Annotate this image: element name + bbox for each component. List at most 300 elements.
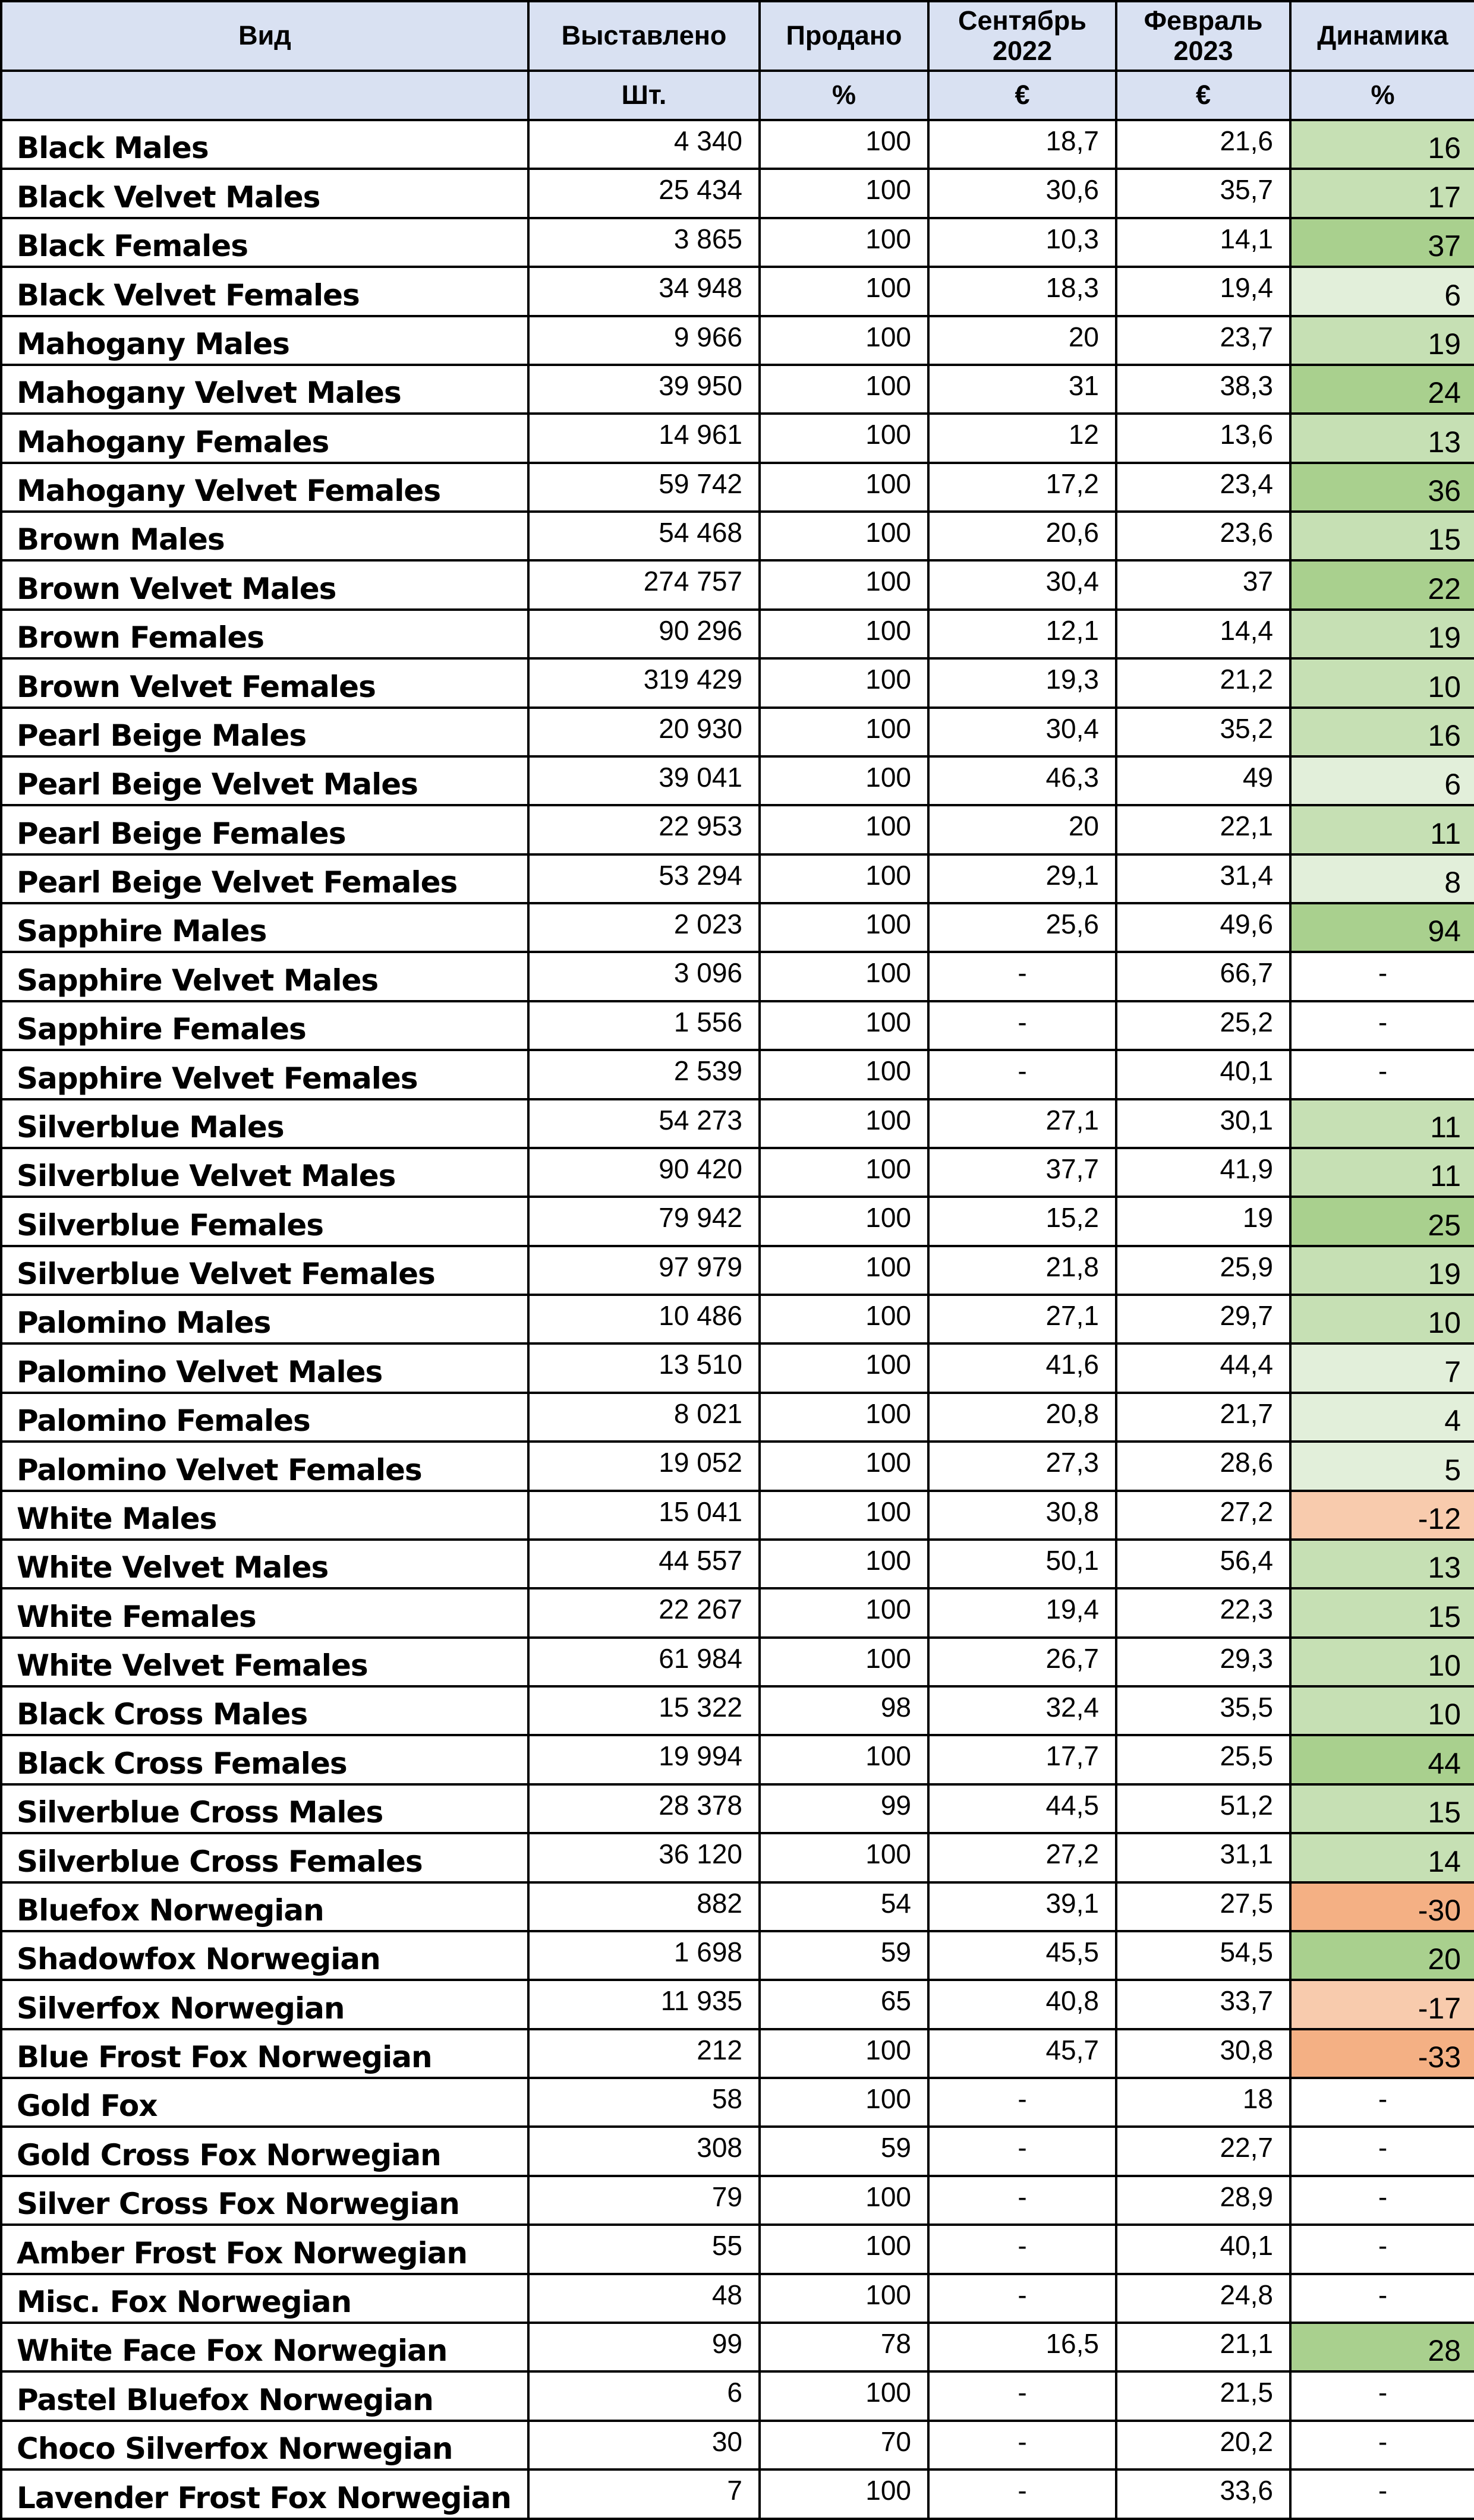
listed-cell: 54 273	[528, 1099, 760, 1148]
sold-cell: 100	[760, 1050, 928, 1099]
sold-cell: 100	[760, 169, 928, 217]
dynamics-cell: 20	[1290, 1931, 1474, 1980]
listed-cell: 25 434	[528, 169, 760, 217]
listed-cell: 13 510	[528, 1343, 760, 1392]
feb-price-cell: 31,4	[1116, 854, 1290, 903]
listed-cell: 9 966	[528, 316, 760, 365]
type-cell: Mahogany Velvet Males	[1, 365, 528, 414]
listed-cell: 19 994	[528, 1735, 760, 1784]
listed-cell: 20 930	[528, 708, 760, 756]
table-row	[1, 560, 1474, 609]
feb-price-cell: 28,6	[1116, 1442, 1290, 1490]
sold-cell: 100	[760, 365, 928, 414]
table-row	[1, 2176, 1474, 2225]
feb-price-cell: 25,5	[1116, 1735, 1290, 1784]
table-row	[1, 708, 1474, 756]
listed-cell: 22 953	[528, 805, 760, 854]
sold-cell: 100	[760, 756, 928, 805]
header-row	[1, 1, 1474, 71]
dynamics-cell: 28	[1290, 2323, 1474, 2371]
type-cell: Brown Velvet Females	[1, 658, 528, 707]
sold-cell: 100	[760, 414, 928, 462]
dynamics-cell: 17	[1290, 169, 1474, 217]
sold-cell: 100	[760, 2078, 928, 2127]
listed-cell: 274 757	[528, 560, 760, 609]
sep-price-cell: 40,8	[928, 1980, 1116, 2029]
type-cell: Palomino Females	[1, 1393, 528, 1442]
listed-cell: 79	[528, 2176, 760, 2225]
sep-price-cell: 27,2	[928, 1833, 1116, 1882]
feb-price-cell: 33,6	[1116, 2469, 1290, 2519]
type-cell: Pastel Bluefox Norwegian	[1, 2371, 528, 2420]
type-cell: Black Cross Females	[1, 1735, 528, 1784]
unit-feb: €	[1116, 71, 1290, 120]
table-row	[1, 1393, 1474, 1442]
listed-cell: 212	[528, 2029, 760, 2078]
feb-price-cell: 38,3	[1116, 365, 1290, 414]
table-row	[1, 658, 1474, 707]
table-row	[1, 365, 1474, 414]
dynamics-cell: 10	[1290, 1295, 1474, 1343]
sold-cell: 100	[760, 1442, 928, 1490]
listed-cell: 90 296	[528, 610, 760, 658]
listed-cell: 61 984	[528, 1638, 760, 1686]
type-cell: Silverblue Velvet Males	[1, 1148, 528, 1197]
unit-sep: €	[928, 71, 1116, 120]
type-cell: White Velvet Males	[1, 1540, 528, 1588]
listed-cell: 4 340	[528, 120, 760, 169]
sold-cell: 100	[760, 2274, 928, 2323]
sep-price-cell: 18,7	[928, 120, 1116, 169]
listed-cell: 2 539	[528, 1050, 760, 1099]
dynamics-cell: -	[1290, 2078, 1474, 2127]
table-row	[1, 2323, 1474, 2371]
listed-cell: 79 942	[528, 1197, 760, 1245]
table-row	[1, 1686, 1474, 1735]
dynamics-cell: 8	[1290, 854, 1474, 903]
feb-price-cell: 49,6	[1116, 903, 1290, 952]
table-row	[1, 854, 1474, 903]
sep-price-cell: -	[928, 952, 1116, 1001]
dynamics-cell: 13	[1290, 1540, 1474, 1588]
feb-price-cell: 29,7	[1116, 1295, 1290, 1343]
feb-price-cell: 22,1	[1116, 805, 1290, 854]
listed-cell: 882	[528, 1882, 760, 1931]
sep-price-cell: 31	[928, 365, 1116, 414]
sep-price-cell: 12,1	[928, 610, 1116, 658]
type-cell: Pearl Beige Males	[1, 708, 528, 756]
dynamics-cell: 15	[1290, 1784, 1474, 1833]
sep-price-cell: 44,5	[928, 1784, 1116, 1833]
sold-cell: 100	[760, 1491, 928, 1540]
sep-price-cell: 26,7	[928, 1638, 1116, 1686]
type-cell: White Females	[1, 1588, 528, 1637]
feb-price-cell: 33,7	[1116, 1980, 1290, 2029]
sold-cell: 59	[760, 2127, 928, 2175]
type-cell: Silverfox Norwegian	[1, 1980, 528, 2029]
sep-price-cell: 39,1	[928, 1882, 1116, 1931]
dynamics-cell: 6	[1290, 756, 1474, 805]
type-cell: Misc. Fox Norwegian	[1, 2274, 528, 2323]
type-cell: Pearl Beige Velvet Females	[1, 854, 528, 903]
table-row	[1, 1050, 1474, 1099]
type-cell: Silverblue Males	[1, 1099, 528, 1148]
sold-cell: 100	[760, 2176, 928, 2225]
listed-cell: 58	[528, 2078, 760, 2127]
table-row	[1, 2274, 1474, 2323]
feb-price-cell: 24,8	[1116, 2274, 1290, 2323]
type-cell: Brown Velvet Males	[1, 560, 528, 609]
sep-price-cell: -	[928, 2078, 1116, 2127]
sold-cell: 100	[760, 1099, 928, 1148]
feb-price-cell: 49	[1116, 756, 1290, 805]
sep-price-cell: 30,6	[928, 169, 1116, 217]
sold-cell: 100	[760, 903, 928, 952]
listed-cell: 59 742	[528, 463, 760, 512]
sep-price-cell: 27,3	[928, 1442, 1116, 1490]
feb-price-cell: 19	[1116, 1197, 1290, 1245]
sep-price-cell: -	[928, 2225, 1116, 2273]
sold-cell: 100	[760, 560, 928, 609]
dynamics-cell: 11	[1290, 1148, 1474, 1197]
type-cell: Sapphire Females	[1, 1001, 528, 1050]
dynamics-cell: 13	[1290, 414, 1474, 462]
type-cell: Palomino Velvet Males	[1, 1343, 528, 1392]
type-cell: Sapphire Velvet Females	[1, 1050, 528, 1099]
dynamics-cell: -	[1290, 1001, 1474, 1050]
header-listed: Выставлено	[528, 1, 760, 71]
sold-cell: 100	[760, 512, 928, 560]
table-row	[1, 512, 1474, 560]
table-row	[1, 1491, 1474, 1540]
sep-price-cell: 45,5	[928, 1931, 1116, 1980]
sold-cell: 100	[760, 805, 928, 854]
listed-cell: 1 556	[528, 1001, 760, 1050]
dynamics-cell: -17	[1290, 1980, 1474, 2029]
table-row	[1, 2421, 1474, 2469]
table-row	[1, 1540, 1474, 1588]
listed-cell: 97 979	[528, 1246, 760, 1295]
table-header	[1, 1, 1474, 120]
feb-price-cell: 13,6	[1116, 414, 1290, 462]
feb-price-cell: 66,7	[1116, 952, 1290, 1001]
table-row	[1, 1246, 1474, 1295]
table-row	[1, 463, 1474, 512]
header-sep-2022	[928, 1, 1116, 71]
type-cell: Blue Frost Fox Norwegian	[1, 2029, 528, 2078]
type-cell: Black Velvet Females	[1, 267, 528, 316]
table-row	[1, 414, 1474, 462]
header-feb-year: 2023	[1173, 35, 1233, 66]
type-cell: Bluefox Norwegian	[1, 1882, 528, 1931]
dynamics-cell: -	[1290, 2469, 1474, 2519]
dynamics-cell: 25	[1290, 1197, 1474, 1245]
table-row	[1, 805, 1474, 854]
sold-cell: 100	[760, 267, 928, 316]
dynamics-cell: 10	[1290, 1638, 1474, 1686]
listed-cell: 15 041	[528, 1491, 760, 1540]
sep-price-cell: -	[928, 1050, 1116, 1099]
sep-price-cell: 16,5	[928, 2323, 1116, 2371]
feb-price-cell: 56,4	[1116, 1540, 1290, 1588]
dynamics-cell: 19	[1290, 610, 1474, 658]
feb-price-cell: 25,2	[1116, 1001, 1290, 1050]
listed-cell: 99	[528, 2323, 760, 2371]
listed-cell: 7	[528, 2469, 760, 2519]
type-cell: Silverblue Cross Females	[1, 1833, 528, 1882]
dynamics-cell: -	[1290, 2225, 1474, 2273]
listed-cell: 90 420	[528, 1148, 760, 1197]
feb-price-cell: 14,4	[1116, 610, 1290, 658]
feb-price-cell: 35,5	[1116, 1686, 1290, 1735]
feb-price-cell: 23,4	[1116, 463, 1290, 512]
listed-cell: 30	[528, 2421, 760, 2469]
type-cell: Gold Fox	[1, 2078, 528, 2127]
feb-price-cell: 22,3	[1116, 1588, 1290, 1637]
feb-price-cell: 14,1	[1116, 218, 1290, 267]
sep-price-cell: -	[928, 2127, 1116, 2175]
feb-price-cell: 31,1	[1116, 1833, 1290, 1882]
feb-price-cell: 19,4	[1116, 267, 1290, 316]
sold-cell: 100	[760, 1833, 928, 1882]
table-row	[1, 903, 1474, 952]
dynamics-cell: 7	[1290, 1343, 1474, 1392]
sold-cell: 100	[760, 463, 928, 512]
type-cell: Brown Females	[1, 610, 528, 658]
table-row	[1, 1343, 1474, 1392]
table-row	[1, 1882, 1474, 1931]
listed-cell: 39 041	[528, 756, 760, 805]
unit-type	[1, 71, 528, 120]
dynamics-cell: 37	[1290, 218, 1474, 267]
listed-cell: 1 698	[528, 1931, 760, 1980]
listed-cell: 3 865	[528, 218, 760, 267]
dynamics-cell: 11	[1290, 1099, 1474, 1148]
table-row	[1, 1931, 1474, 1980]
dynamics-cell: 24	[1290, 365, 1474, 414]
listed-cell: 54 468	[528, 512, 760, 560]
sold-cell: 100	[760, 1540, 928, 1588]
table-row	[1, 1638, 1474, 1686]
feb-price-cell: 35,7	[1116, 169, 1290, 217]
dynamics-cell: 4	[1290, 1393, 1474, 1442]
dynamics-cell: 16	[1290, 708, 1474, 756]
sep-price-cell: 18,3	[928, 267, 1116, 316]
sep-price-cell: 20	[928, 805, 1116, 854]
type-cell: Pearl Beige Females	[1, 805, 528, 854]
dynamics-cell: -	[1290, 2274, 1474, 2323]
sold-cell: 100	[760, 1197, 928, 1245]
listed-cell: 11 935	[528, 1980, 760, 2029]
unit-sold: %	[760, 71, 928, 120]
dynamics-cell: 15	[1290, 512, 1474, 560]
dynamics-cell: 11	[1290, 805, 1474, 854]
type-cell: Black Males	[1, 120, 528, 169]
sep-price-cell: -	[928, 1001, 1116, 1050]
type-cell: Silverblue Females	[1, 1197, 528, 1245]
sep-price-cell: 27,1	[928, 1295, 1116, 1343]
listed-cell: 19 052	[528, 1442, 760, 1490]
feb-price-cell: 27,5	[1116, 1882, 1290, 1931]
type-cell: Brown Males	[1, 512, 528, 560]
type-cell: Sapphire Velvet Males	[1, 952, 528, 1001]
feb-price-cell: 29,3	[1116, 1638, 1290, 1686]
feb-price-cell: 40,1	[1116, 1050, 1290, 1099]
feb-price-cell: 21,1	[1116, 2323, 1290, 2371]
sold-cell: 100	[760, 316, 928, 365]
type-cell: Palomino Velvet Females	[1, 1442, 528, 1490]
header-dynamics: Динамика	[1290, 1, 1474, 71]
sep-price-cell: 41,6	[928, 1343, 1116, 1392]
header-type: Вид	[1, 1, 528, 71]
feb-price-cell: 30,8	[1116, 2029, 1290, 2078]
listed-cell: 10 486	[528, 1295, 760, 1343]
dynamics-cell: 44	[1290, 1735, 1474, 1784]
sep-price-cell: 27,1	[928, 1099, 1116, 1148]
table-row	[1, 1784, 1474, 1833]
sold-cell: 100	[760, 1393, 928, 1442]
type-cell: Silver Cross Fox Norwegian	[1, 2176, 528, 2225]
sep-price-cell: 19,4	[928, 1588, 1116, 1637]
feb-price-cell: 20,2	[1116, 2421, 1290, 2469]
type-cell: Black Cross Males	[1, 1686, 528, 1735]
table-row	[1, 1295, 1474, 1343]
sep-price-cell: 15,2	[928, 1197, 1116, 1245]
dynamics-cell: 10	[1290, 1686, 1474, 1735]
dynamics-cell: 22	[1290, 560, 1474, 609]
feb-price-cell: 35,2	[1116, 708, 1290, 756]
dynamics-cell: -33	[1290, 2029, 1474, 2078]
dynamics-cell: -	[1290, 1050, 1474, 1099]
table-row	[1, 1442, 1474, 1490]
table-row	[1, 1980, 1474, 2029]
listed-cell: 28 378	[528, 1784, 760, 1833]
feb-price-cell: 41,9	[1116, 1148, 1290, 1197]
table-row	[1, 120, 1474, 169]
sold-cell: 100	[760, 1295, 928, 1343]
sold-cell: 100	[760, 1001, 928, 1050]
header-sold: Продано	[760, 1, 928, 71]
sold-cell: 100	[760, 1735, 928, 1784]
table-row	[1, 2469, 1474, 2519]
sep-price-cell: 32,4	[928, 1686, 1116, 1735]
sep-price-cell: -	[928, 2371, 1116, 2420]
sold-cell: 70	[760, 2421, 928, 2469]
table-row	[1, 1588, 1474, 1637]
sep-price-cell: 19,3	[928, 658, 1116, 707]
feb-price-cell: 21,6	[1116, 120, 1290, 169]
table-row	[1, 2225, 1474, 2273]
feb-price-cell: 21,2	[1116, 658, 1290, 707]
type-cell: White Males	[1, 1491, 528, 1540]
header-sep-year: 2022	[992, 35, 1053, 66]
dynamics-cell: 15	[1290, 1588, 1474, 1637]
sold-cell: 100	[760, 854, 928, 903]
listed-cell: 22 267	[528, 1588, 760, 1637]
feb-price-cell: 23,6	[1116, 512, 1290, 560]
sold-cell: 100	[760, 610, 928, 658]
sold-cell: 65	[760, 1980, 928, 2029]
sold-cell: 100	[760, 2029, 928, 2078]
header-sep-month: Сентябрь	[958, 5, 1086, 36]
sep-price-cell: 20,8	[928, 1393, 1116, 1442]
type-cell: Pearl Beige Velvet Males	[1, 756, 528, 805]
table-row	[1, 316, 1474, 365]
sep-price-cell: 45,7	[928, 2029, 1116, 2078]
sold-cell: 100	[760, 1588, 928, 1637]
table-row	[1, 952, 1474, 1001]
table-row	[1, 610, 1474, 658]
sep-price-cell: 25,6	[928, 903, 1116, 952]
sold-cell: 78	[760, 2323, 928, 2371]
listed-cell: 319 429	[528, 658, 760, 707]
table-row	[1, 2127, 1474, 2175]
dynamics-cell: -12	[1290, 1491, 1474, 1540]
type-cell: White Velvet Females	[1, 1638, 528, 1686]
listed-cell: 3 096	[528, 952, 760, 1001]
listed-cell: 14 961	[528, 414, 760, 462]
feb-price-cell: 27,2	[1116, 1491, 1290, 1540]
listed-cell: 39 950	[528, 365, 760, 414]
table-row	[1, 1001, 1474, 1050]
type-cell: Silverblue Cross Males	[1, 1784, 528, 1833]
dynamics-cell: 19	[1290, 316, 1474, 365]
sep-price-cell: -	[928, 2176, 1116, 2225]
listed-cell: 2 023	[528, 903, 760, 952]
listed-cell: 308	[528, 2127, 760, 2175]
table-row	[1, 1099, 1474, 1148]
dynamics-cell: 6	[1290, 267, 1474, 316]
listed-cell: 15 322	[528, 1686, 760, 1735]
sold-cell: 100	[760, 2225, 928, 2273]
sold-cell: 100	[760, 1638, 928, 1686]
listed-cell: 48	[528, 2274, 760, 2323]
table-row	[1, 1197, 1474, 1245]
sep-price-cell: 30,8	[928, 1491, 1116, 1540]
feb-price-cell: 22,7	[1116, 2127, 1290, 2175]
unit-dynamics: %	[1290, 71, 1474, 120]
table-row	[1, 1833, 1474, 1882]
feb-price-cell: 28,9	[1116, 2176, 1290, 2225]
sep-price-cell: 46,3	[928, 756, 1116, 805]
dynamics-cell: 19	[1290, 1246, 1474, 1295]
type-cell: Gold Cross Fox Norwegian	[1, 2127, 528, 2175]
sep-price-cell: 10,3	[928, 218, 1116, 267]
type-cell: White Face Fox Norwegian	[1, 2323, 528, 2371]
listed-cell: 8 021	[528, 1393, 760, 1442]
sep-price-cell: 30,4	[928, 560, 1116, 609]
feb-price-cell: 18	[1116, 2078, 1290, 2127]
table-row	[1, 2371, 1474, 2420]
table-row	[1, 1735, 1474, 1784]
sep-price-cell: -	[928, 2274, 1116, 2323]
listed-cell: 53 294	[528, 854, 760, 903]
type-cell: Black Velvet Males	[1, 169, 528, 217]
feb-price-cell: 21,5	[1116, 2371, 1290, 2420]
type-cell: Black Females	[1, 218, 528, 267]
sep-price-cell: 21,8	[928, 1246, 1116, 1295]
dynamics-cell: 14	[1290, 1833, 1474, 1882]
dynamics-cell: -30	[1290, 1882, 1474, 1931]
dynamics-cell: -	[1290, 2421, 1474, 2469]
sold-cell: 100	[760, 1343, 928, 1392]
listed-cell: 44 557	[528, 1540, 760, 1588]
table-body	[1, 120, 1474, 2519]
sold-cell: 100	[760, 2371, 928, 2420]
sold-cell: 100	[760, 2469, 928, 2519]
dynamics-cell: 94	[1290, 903, 1474, 952]
sep-price-cell: 20,6	[928, 512, 1116, 560]
